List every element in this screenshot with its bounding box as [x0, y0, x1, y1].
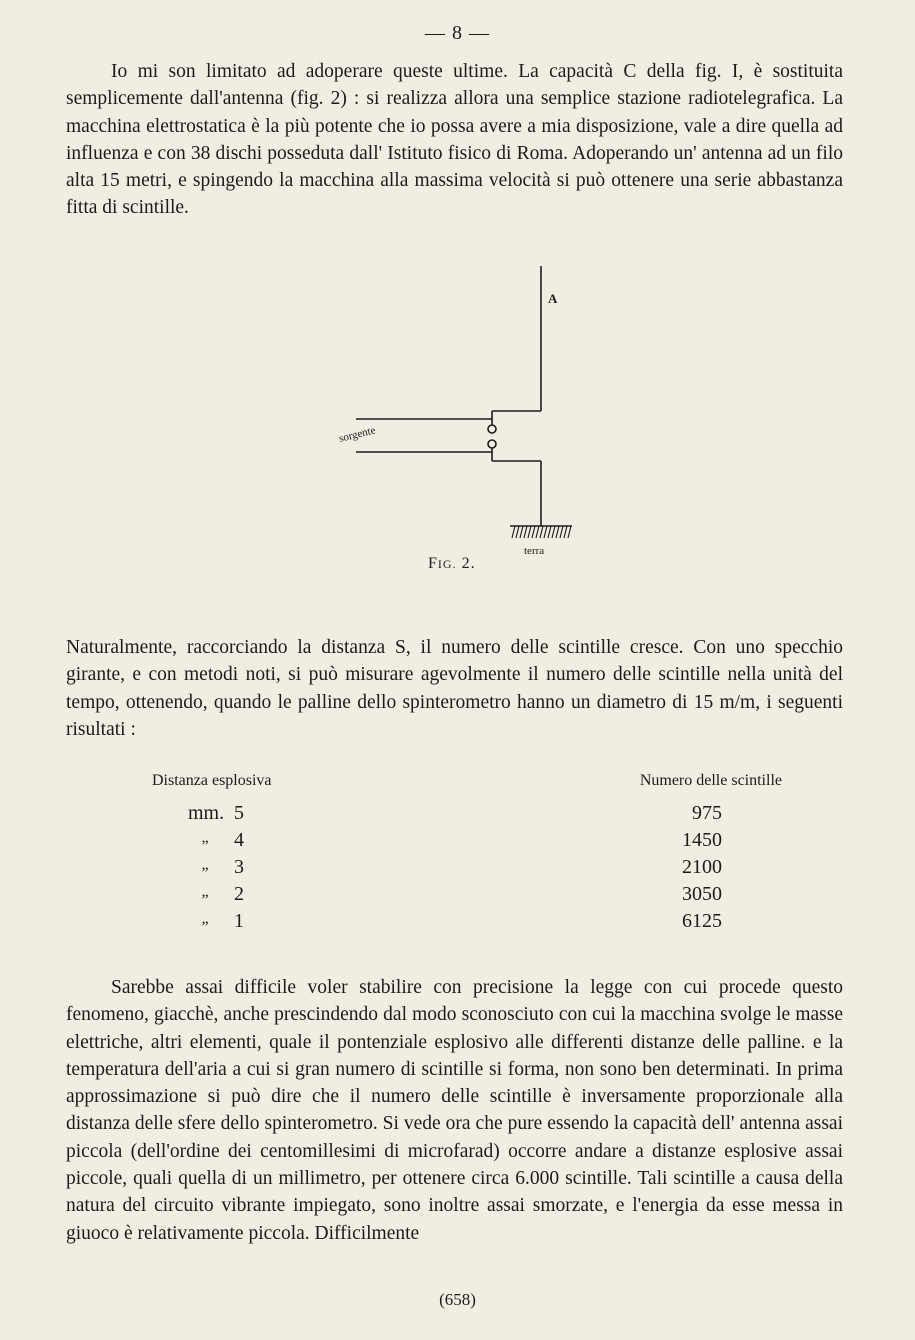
- ground-label: terra: [524, 545, 545, 557]
- paragraph-intro: Io mi son limitato ad adoperare queste ultime. La capacità C della fig. I, è sostituita semplicemente dall'antenna (fig. 2) : si realizza allora una semplice stazione radiotelegrafica. La macchina elettrostatica è la più potente che io possa avere a mia disposizione, vale a dire quella ad influenza e con 38 dischi posseduta dall' Istituto fisico di Roma. Adoperando un' antenna ad un filo alta 15 metri, e spingendo la macchina alla massima velocità si può ottenere una serie abbastanza fitta di scintille.: [66, 61, 843, 219]
- spark-count-table: [150, 772, 790, 942]
- table-row: [150, 910, 790, 937]
- table-row: [150, 883, 790, 910]
- table-row: [150, 829, 790, 856]
- figure-caption: [428, 555, 476, 573]
- row-unit-ditto: „: [201, 856, 209, 873]
- row-unit-ditto: „: [201, 829, 209, 846]
- row-distance: 3: [234, 856, 244, 878]
- row-count: 1450: [682, 829, 722, 851]
- source-label: sorgente: [337, 424, 377, 445]
- antenna-label: A: [548, 291, 558, 306]
- row-count: 6125: [682, 910, 722, 932]
- table-row: [150, 802, 790, 829]
- row-count: 975: [692, 802, 722, 824]
- row-distance: 5: [234, 802, 244, 824]
- table-row: [150, 856, 790, 883]
- ground-hatching: [512, 526, 571, 538]
- figure-caption-number: 2.: [461, 555, 476, 572]
- row-count: 2100: [682, 856, 722, 878]
- row-distance: 1: [234, 910, 244, 932]
- table-header-count: Numero delle scintille: [639, 772, 782, 789]
- row-count: 3050: [682, 883, 722, 905]
- row-unit-ditto: „: [201, 910, 209, 927]
- paragraph-analysis: Sarebbe assai difficile voler stabilire con precisione la legge con cui procede questo fenomeno, giacchè, anche prescindendo dal modo sconosciuto con cui la macchina svolge le masse elettriche, altri elementi, quale il pontenziale esplosivo alle differenti distanze delle palline. e la temperatura dell'aria a cui si gran numero di scintille si forma, non sono ben determinati. In prima approssimazione si può dire che il numero delle scintille è inversamente proporzionale alla distanza delle sfere dello spinterometro. Si vede ora che pure essendo la capacità dell' antenna assai piccola (dell'ordine dei centomillesimi di microfarad) occorre andare a distanze esplosive assai piccole, quali quella di un millimetro, per ottenere circa 6.000 scintille. Tali scintille a causa della natura del circuito vibrante impiegato, sono inoltre assai smorzate, e l'energia da esse messa in giuoco è relativamente piccola. Difficilmente: [66, 977, 843, 1244]
- row-unit: mm.: [188, 802, 225, 824]
- table-header-distance: Distanza esplosiva: [152, 772, 272, 789]
- antenna-circuit-diagram: [300, 258, 620, 578]
- page-number: — 8 —: [425, 22, 490, 44]
- paragraph-measurement: Naturalmente, raccorciando la distanza S, il numero delle scintille cresce. Con uno specchio girante, e con metodi noti, si può misurare agevolmente il numero delle scintille nella unità del tempo, ottenendo, quando le palline dello spinterometro hanno un diametro di 15 m/m, i seguenti risultati :: [66, 637, 843, 740]
- figure-caption-prefix: F: [428, 555, 438, 572]
- row-distance: 2: [234, 883, 244, 905]
- row-unit-ditto: „: [201, 883, 209, 900]
- figure-antenna-circuit: [300, 258, 620, 578]
- footer-page-reference: (658): [439, 1290, 476, 1309]
- figure-caption-rest: IG.: [437, 557, 457, 571]
- spark-ball-upper: [488, 425, 496, 433]
- spark-ball-lower: [488, 440, 496, 448]
- row-distance: 4: [234, 829, 244, 851]
